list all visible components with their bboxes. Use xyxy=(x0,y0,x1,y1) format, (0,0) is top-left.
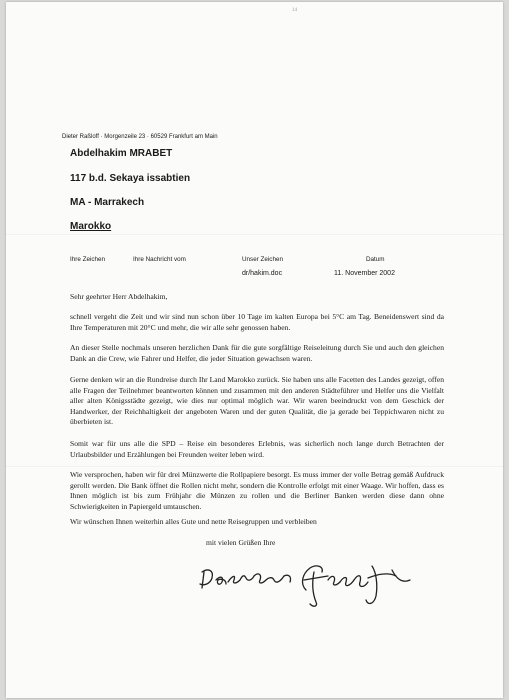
paragraph-2: An dieser Stelle nochmals unseren herzlichen Dank für die gute sorgfältige Reiseleitung durch Sie und auch den gleichen Dank an die Crew, wie Fahrer und Helfer, die jeder Situation gewachsen waren. xyxy=(70,343,444,363)
page-mark: 14 xyxy=(292,8,297,13)
recipient-city: MA - Marrakech xyxy=(70,197,145,208)
recipient-street: 117 b.d. Sekaya issabtien xyxy=(70,173,191,184)
closing: mit vielen Grüßen Ihre xyxy=(206,538,276,547)
paragraph-6: Wir wünschen Ihnen weiterhin alles Gute und nette Reisegruppen und verbleiben xyxy=(70,517,317,526)
recipient-country: Marokko xyxy=(70,221,112,232)
sender-line: Dieter Raßloff · Morgenzeile 23 · 60529 Frankfurt am Main xyxy=(62,134,218,140)
fold-crease xyxy=(6,234,503,235)
ref-label-your-sign: Ihre Zeichen xyxy=(70,256,106,263)
fold-crease xyxy=(6,466,503,467)
paragraph-3: Gerne denken wir an die Rundreise durch Ihr Land Marokko zurück. Sie haben uns alle Facetten des Landes gezeigt, offen alle Fragen der Teilnehmer beantworten können und zusammen mit den anderen Städteführer und Helfer uns die Vielfalt aller alten Königsstädte gezeigt, wie dies nur optimal möglich war. Wir waren beeindruckt von dem Geschick der Handwerker, der Reichhaltigkeit der angeboten Waren und der guten Qualität, die ja gerade bei Teppichwaren nicht zu überbieten ist. xyxy=(70,375,444,427)
ref-label-date: Datum xyxy=(366,256,385,263)
ref-label-your-message: Ihre Nachricht vom xyxy=(133,256,186,263)
handwritten-signature xyxy=(196,558,426,612)
paragraph-5: Wie versprochen, haben wir für drei Münzwerte die Rollpapiere besorgt. Es muss immer der volle Betrag gemäß Aufdruck gerollt werden. Die Bank öffnet die Rollen nicht mehr, sondern die Kontrolle erfolgt mit einer Waage. Wir hoffen, dass es Ihnen möglich ist bis zum Frühjahr die Münzen zu rollen und die Berliner Banken werden diese dann ohne Schwierigkeiten in Papiergeld umtauschen. xyxy=(70,470,444,511)
paragraph-1: schnell vergeht die Zeit und wir sind nun schon über 10 Tage im kalten Europa bei 5°C am Tag. Beneidenswert sind da Ihre Temperaturen mit 20°C und mehr, die wir alle sehr genossen haben. xyxy=(70,312,444,332)
salutation: Sehr geehrter Herr Abdelhakim, xyxy=(70,292,168,301)
ref-our-sign: dr/hakim.doc xyxy=(242,270,283,277)
ref-label-our-sign: Unser Zeichen xyxy=(242,256,283,263)
recipient-name: Abdelhakim MRABET xyxy=(70,148,173,159)
letter-page xyxy=(6,2,503,698)
paragraph-4: Somit war für uns alle die SPD – Reise ein besonderes Erlebnis, was sicherlich noch lange durch Betrachten der Urlaubsbilder und Erzählungen bei Freunden weiter leben wird. xyxy=(70,439,444,459)
ref-date: 11. November 2002 xyxy=(334,270,395,277)
